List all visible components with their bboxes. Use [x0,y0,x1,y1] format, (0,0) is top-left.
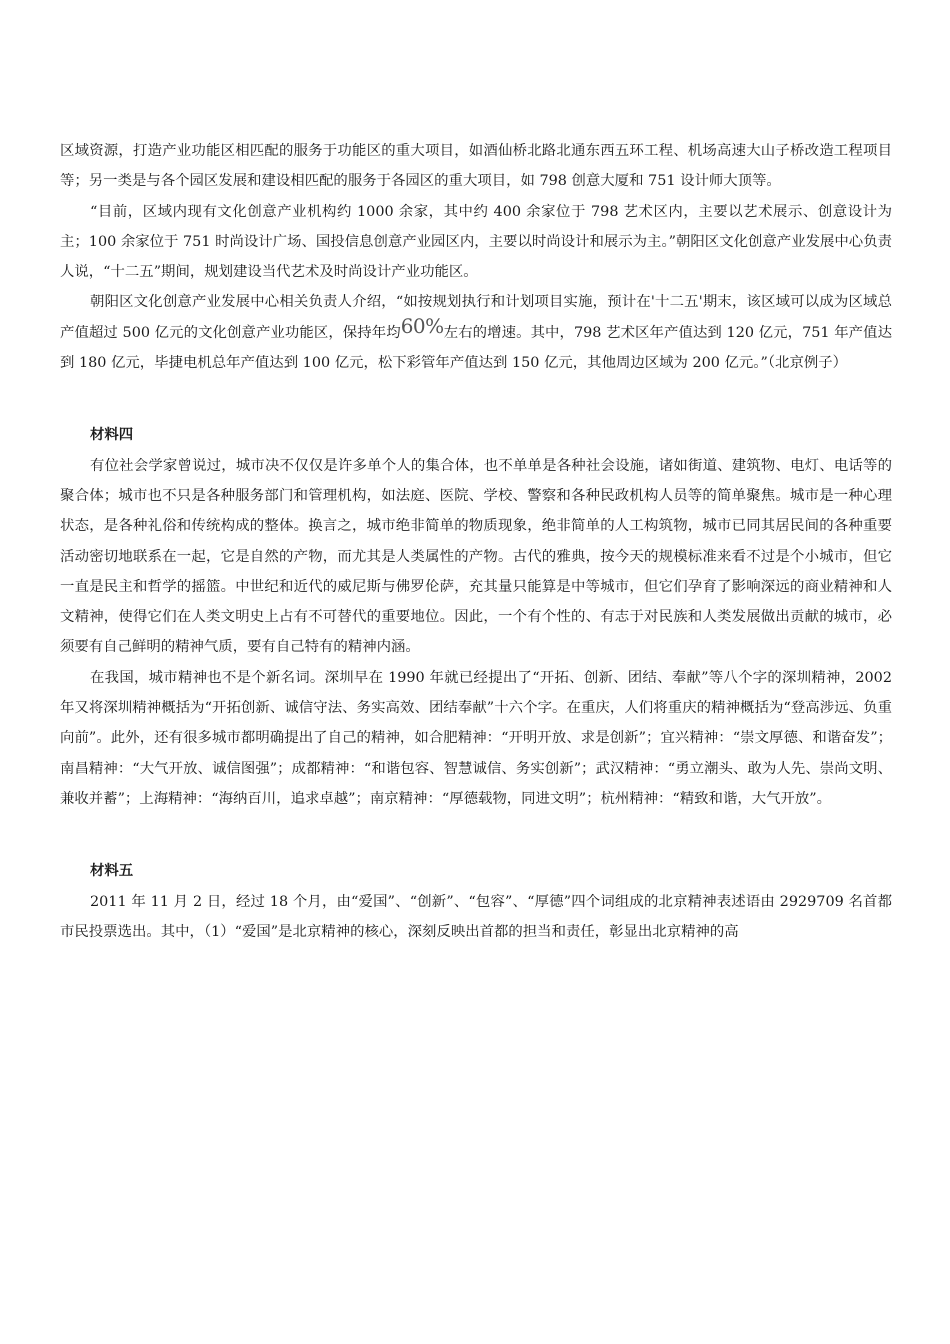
section-spacer [60,378,892,414]
paragraph-regional-resources: 区域资源，打造产业功能区相匹配的服务于功能区的重大项目，如酒仙桥北路北通东西五环工程、机场高速大山子桥改造工程项目等；另一类是与各个园区发展和建设相匹配的服务于各园区的重大项目，如 798 创意大厦和 751 设计师大顶等。 [60,143,892,190]
paragraph-output-forecast [60,287,892,378]
paragraph-city-spirits-china: 在我国，城市精神也不是个新名词。深圳早在 1990 年就已经提出了“开拓、创新、团结、奉献”等八个字的深圳精神，2002 年又将深圳精神概括为“开拓创新、诚信守法、务实高效、团结奉献”十六个字。在重庆，人们将重庆的精神概括为“登高涉远、负重向前”。此外，还有很多城市都明确提出了自己的精神，如合肥精神：“开明开放、求是创新”；宜兴精神：“崇文厚德、和谐奋发”；南昌精神：“大气开放、诚信图强”；成都精神：“和谐包容、智慧诚信、务实创新”；武汉精神：“勇立潮头、敢为人先、崇尚文明、兼收并蓄”；上海精神：“海纳百川，追求卓越”；南京精神：“厚德载物，同进文明”；杭州精神：“精致和谐，大气开放”。 [60,669,892,807]
paragraph-current-institutions: “目前，区域内现有文化创意产业机构约 1000 余家，其中约 400 余家位于 798 艺术区内，主要以艺术展示、创意设计为主；100 余家位于 751 时尚设计广场、国投信息创意产业园区内，主要以时尚设计和展示为主。”朝阳区文化创意产业发展中心负责人说，“十二五”期间，规划建设当代艺术及时尚设计产业功能区。 [60,203,892,281]
section-spacer [60,814,892,850]
heading-material-four: 材料四 [90,426,134,444]
growth-rate-highlight: 60% [400,313,444,338]
paragraph-city-spirit-theory: 有位社会学家曾说过，城市决不仅仅是许多单个人的集合体，也不单单是各种社会设施，诸如街道、建筑物、电灯、电话等的聚合体；城市也不只是各种服务部门和管理机构，如法庭、医院、学校、警察和各种民政机构人员等的简单聚焦。城市是一种心理状态，是各种礼俗和传统构成的整体。换言之，城市绝非简单的物质现象，绝非简单的人工构筑物，城市已同其居民间的各种重要活动密切地联系在一起，它是自然的产物，而尤其是人类属性的产物。古代的雅典，按今天的规模标准来看不过是个小城市，但它一直是民主和哲学的摇篮。中世纪和近代的威尼斯与佛罗伦萨，充其量只能算是中等城市，但它们孕育了影响深远的商业精神和人文精神，使得它们在人类文明史上占有不可替代的重要地位。因此，一个有个性的、有志于对民族和人类发展做出贡献的城市，必须要有自己鲜明的精神气质，要有自己特有的精神内涵。 [60,457,892,656]
document-body [60,136,892,947]
paragraph-output-forecast-part2: 左右的增速。其中，798 艺术区年产值达到 120 亿元，751 年产值达到 180 亿元，毕捷电机总年产值达到 100 亿元，松下彩管年产值达到 150 亿元，其他周边区域为 200 亿元。”（北京例子） [60,324,893,372]
heading-material-five: 材料五 [90,862,134,880]
paragraph-output-forecast-part1: 朝阳区文化创意产业发展中心相关负责人介绍，“如按规划执行和计划项目实施，预计在'十二五'期末，该区域可以成为区域总产值超过 500 亿元的文化创意产业功能区，保持年均 [60,294,892,341]
paragraph-beijing-spirit: 2011 年 11 月 2 日，经过 18 个月，由“爱国”、“创新”、“包容”、“厚德”四个词组成的北京精神表述语由 2929709 名首都市民投票选出。其中，（1）“爱国”是北京精神的核心，深刻反映出首都的担当和责任，彰显出北京精神的高 [60,893,892,940]
